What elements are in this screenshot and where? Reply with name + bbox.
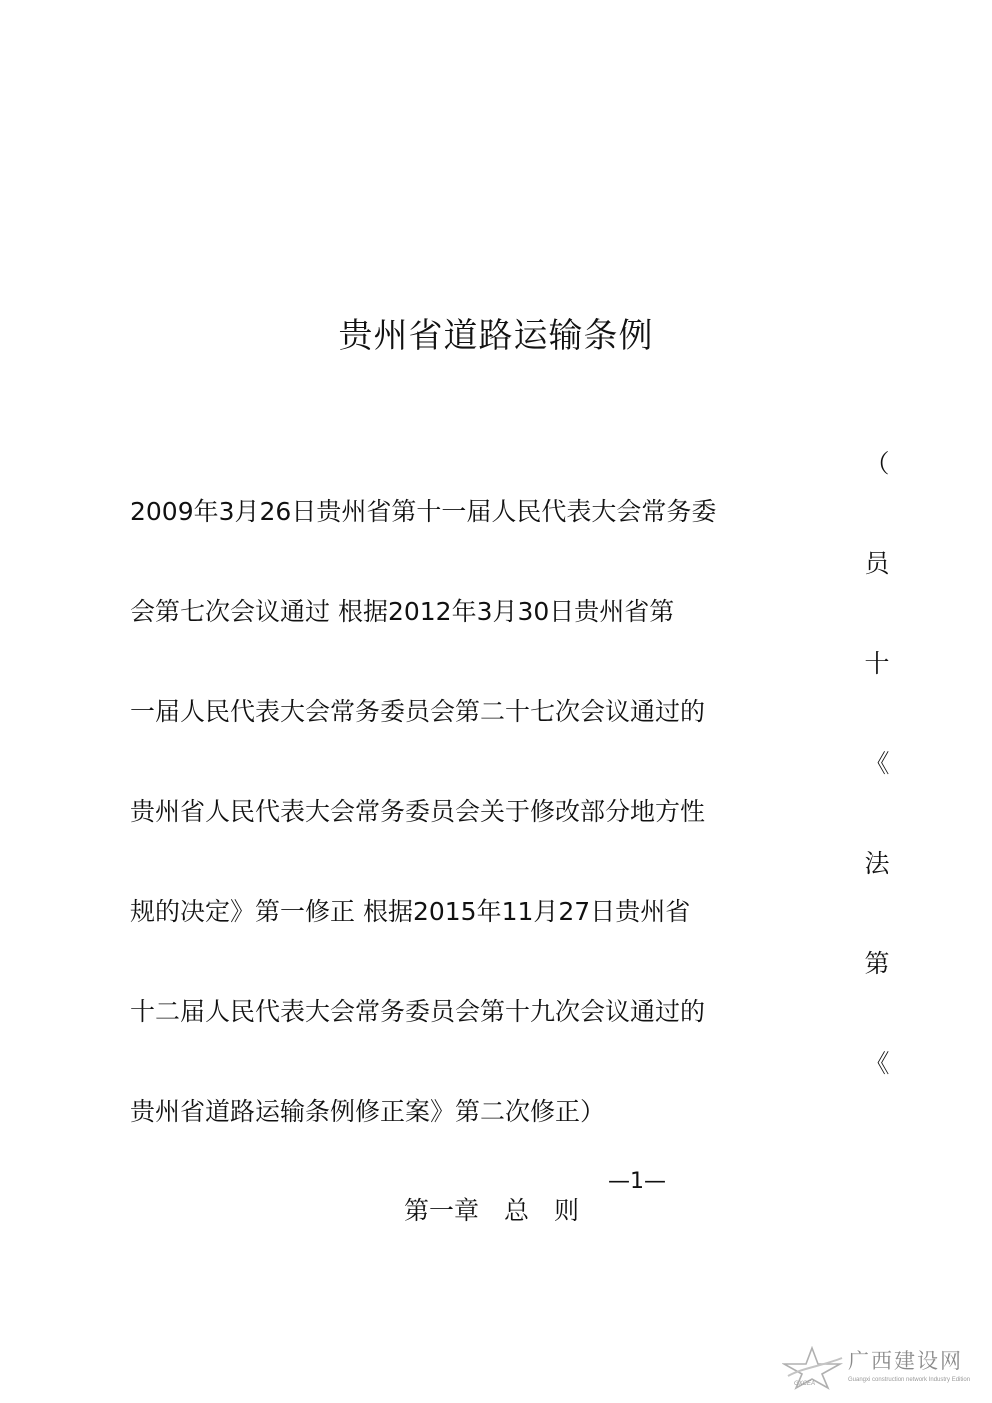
preamble-line: 十二届人民代表大会常务委员会第十九次会议通过的	[130, 997, 706, 1026]
preamble-line: 规的决定》第一修正 根据2015年11月27日贵州省	[130, 897, 691, 926]
preamble-line: 一届人民代表大会常务委员会第二十七次会议通过的	[130, 697, 706, 726]
side-char: 《	[864, 749, 890, 778]
side-char: 法	[864, 849, 890, 878]
watermark-name: 广西建设网	[848, 1349, 963, 1373]
preamble-line: 贵州省道路运输条例修正案》第二次修正）	[130, 1097, 606, 1126]
side-char: 《	[864, 1049, 890, 1078]
page-number: —1—	[608, 1169, 666, 1194]
side-char: 十	[864, 649, 890, 678]
watermark-subtitle: Guangxi construction network Industry Edition	[848, 1377, 971, 1383]
side-char: 员	[864, 549, 890, 578]
watermark-logo-text: GXCEA	[794, 1381, 816, 1387]
side-char: 第	[864, 949, 890, 978]
preamble-line: 2009年3月26日贵州省第十一届人民代表大会常务委	[130, 497, 717, 526]
watermark	[782, 1346, 982, 1394]
preamble-line: 会第七次会议通过 根据2012年3月30日贵州省第	[130, 597, 675, 626]
preamble-line: 贵州省人民代表大会常务委员会关于修改部分地方性	[130, 797, 706, 826]
side-char: （	[864, 449, 890, 478]
document-title: 贵州省道路运输条例	[338, 316, 654, 356]
chapter-heading: 第一章 总 则	[404, 1196, 580, 1225]
